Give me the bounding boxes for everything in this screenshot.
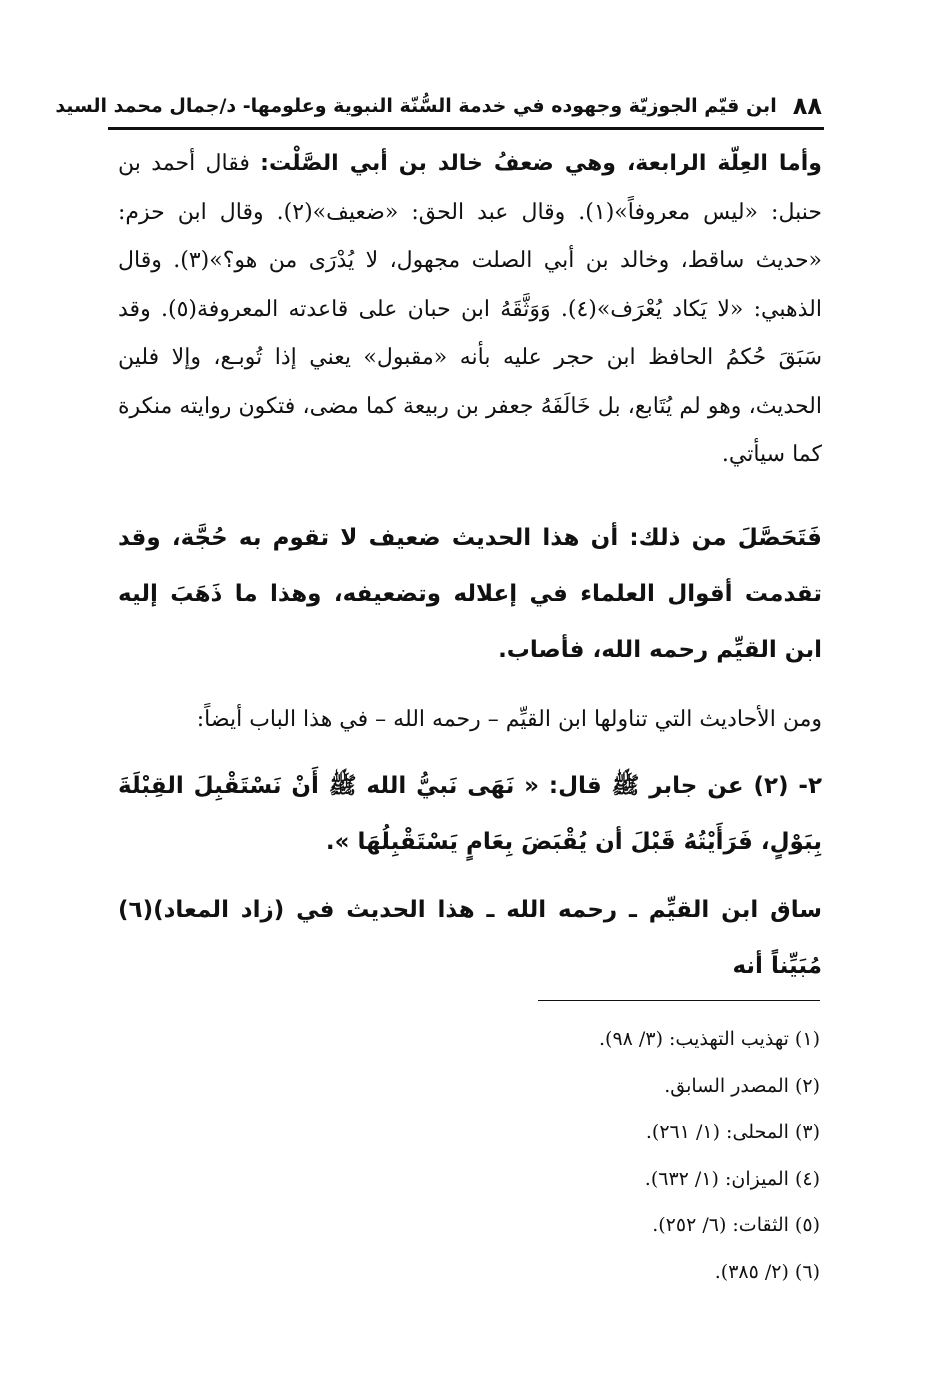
hadith-text: ٢- (٢) عن جابر ﷺ قال: « نَهَى نَبيُّ الله ﷺ أَنْ نَسْتَقْبِلَ القِبْلَةَ بِبَوْلٍ، فَرَأَيْتُهُ قَبْلَ أن يُقْبَضَ بِعَامٍ يَسْتَقْبِلُهَا ». — [118, 773, 822, 855]
closing-line: ساق ابن القيِّم ـ رحمه الله ـ هذا الحديث في (زاد المعاد)(٦) مُبَيِّناً أنه — [118, 897, 822, 979]
spacer — [118, 744, 822, 758]
footnote-rule — [538, 1000, 820, 1001]
page-number: ٨٨ — [792, 92, 822, 120]
intro-line: ومن الأحاديث التي تناولها ابن القيِّم – رحمه الله – في هذا الباب أيضاً: — [196, 706, 822, 732]
main-text — [118, 140, 822, 994]
spacer — [118, 870, 822, 882]
page-header — [55, 86, 822, 126]
spacer — [118, 480, 822, 510]
conclusion-paragraph: فَتَحَصَّلَ من ذلك: أن هذا الحديث ضعيف لا تقوم به حُجَّة، وقد تقدمت أقوال العلماء في إعلاله وتضعيفه، وهذا ما ذَهَبَ إليه ابن القيِّم رحمه الله، فأصاب. — [118, 524, 822, 663]
footnote-item: (٦) (٢/ ٣٨٥). — [714, 1260, 820, 1283]
footnote-item: (٣) المحلى: (١/ ٢٦١). — [645, 1121, 820, 1143]
running-title: ابن قيّم الجوزيّة وجهوده في خدمة السُّنّة النبوية وعلومها- د/جمال محمد السيد — [55, 95, 777, 117]
footnotes-list — [320, 1016, 820, 1295]
footnote-item: (٤) الميزان: (١/ ٦٣٢). — [644, 1167, 820, 1190]
header-rule — [108, 127, 824, 130]
footnote-item: (١) تهذيب التهذيب: (٣/ ٩٨). — [599, 1028, 820, 1050]
spacer — [118, 678, 822, 696]
footnote-item: (٢) المصدر السابق. — [664, 1074, 820, 1097]
paragraph-lead: وأما العِلّة الرابعة، وهي ضعفُ خالد بن أبي الصَّلْت: — [260, 151, 822, 176]
footnote-item: (٥) الثقات: (٦/ ٢٥٢). — [652, 1214, 820, 1236]
paragraph-body: فقال أحمد بن حنبل: «ليس معروفاً»(١). وقال عبد الحق: «ضعيف»(٢). وقال ابن حزم: «حديث ساقط، وخالد بن أبي الصلت مجهول، لا يُدْرَى من هو؟»(٣). وقال الذهبي: «لا يَكاد يُعْرَف»(٤). وَوَثَّقَهُ ابن حبان على قاعدته المعروفة(٥). وقد سَبَقَ حُكمُ الحافظ ابن حجر عليه بأنه «مقبول» يعني إذا تُوبـع، وإلا فلين الحديث، وهو لم يُتَابع، بل خَالَفَهُ جعفر بن ربيعة كما مضى، فتكون روايته منكرة كما سيأتي. — [118, 151, 823, 467]
paragraph-fourth-defect — [118, 140, 822, 480]
